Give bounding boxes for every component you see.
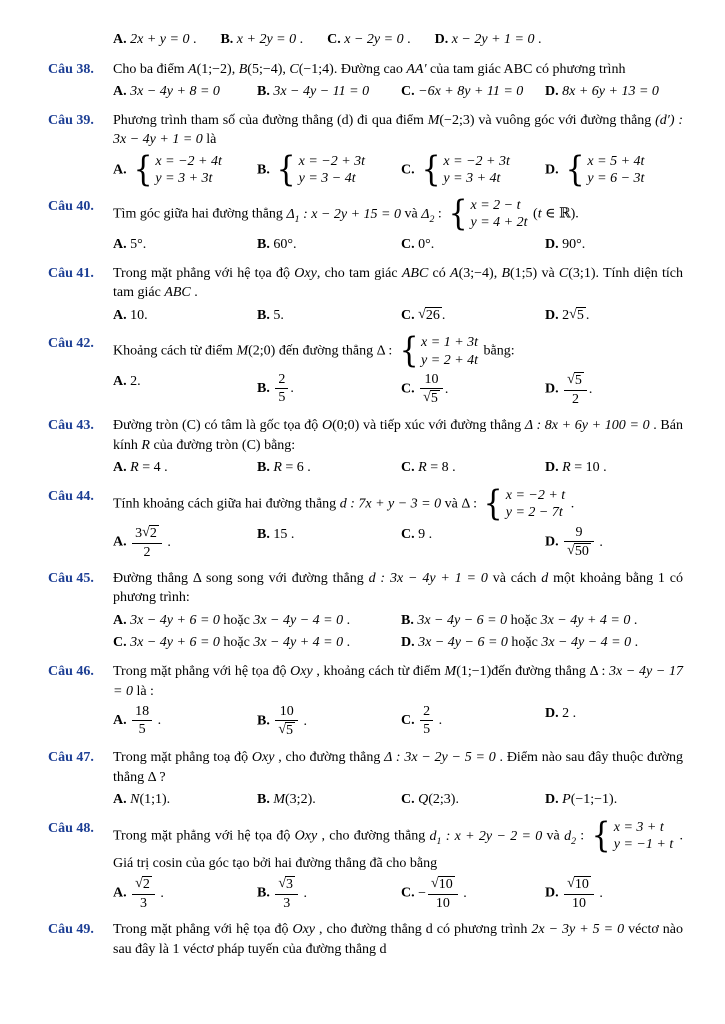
square-root: √5 (569, 306, 584, 323)
square-root: √10 (567, 876, 589, 893)
question-content (113, 483, 683, 560)
fraction: $\frac{18}{5}$ (132, 704, 152, 737)
question-item (48, 331, 683, 408)
question-content (113, 60, 683, 102)
answer-option (257, 306, 395, 326)
answer-option (113, 149, 251, 190)
options-row (113, 82, 683, 102)
option-letter: C. (327, 32, 341, 47)
option-letter: C. (113, 635, 127, 651)
fraction: $\frac{3√2}{2}$ (132, 525, 162, 560)
question-item (48, 416, 683, 478)
option-letter: D. (545, 886, 559, 902)
question-number: Câu 43. (48, 418, 94, 434)
question-item (48, 60, 683, 102)
option-text: Q(2;3). (418, 792, 459, 808)
question-text: Cho ba điểm A(1;−2), B(5;−4), C(−1;4). Đường cao AA′ của tam giác ABC có phương trình (113, 61, 626, 77)
option-text: $\frac{10}{√5}$ . (273, 714, 307, 729)
answer-option (545, 790, 683, 810)
answer-option (401, 633, 683, 653)
option-letter: A. (113, 534, 127, 550)
option-letter: A. (113, 32, 127, 47)
question-content (113, 662, 683, 739)
option-text: $\frac{√5}{2}$ . (562, 382, 592, 397)
answer-option (545, 704, 683, 739)
option-letter: D. (401, 635, 415, 651)
equation-system: { x = −2 + 3t y = 3 + 4t (421, 149, 510, 190)
answer-option (113, 306, 251, 326)
option-letter: C. (401, 236, 415, 252)
answer-option (401, 149, 539, 190)
option-text: x − 2y = 0 . (344, 32, 411, 47)
option-text: 60°. (273, 236, 297, 252)
option-letter: B. (257, 713, 270, 729)
option-text: x + 2y = 0 . (236, 32, 304, 47)
option-text: 15 . (273, 526, 295, 542)
option-letter: C. (401, 307, 415, 323)
equation-system: { x = −2 + t y = 2 − 7t (484, 483, 566, 524)
option-text: R = 8 . (418, 460, 456, 476)
question-text: Tìm góc giữa hai đường thẳng $\Delta_1$ : x − 2y + 15 = 0 và $\Delta_2$ : { x = 2 − t y = 4 + 2t (t ∈ ℝ). (113, 193, 579, 234)
option-letter: A. (113, 374, 127, 390)
answer-option (545, 458, 683, 478)
options-row (113, 611, 683, 631)
equation-system: { x = −2 + 4t y = 3 + 3t (133, 149, 222, 190)
question-list (48, 60, 683, 960)
option-letter: B. (257, 381, 270, 397)
option-text: 8x + 6y + 13 = 0 (562, 84, 659, 100)
option-letter: A. (113, 713, 127, 729)
answer-option (257, 876, 395, 911)
option-text: 3x − 4y − 11 = 0 (273, 84, 370, 100)
question-text: Đường thẳng Δ song song với đường thẳng d : 3x − 4y + 1 = 0 và cách d một khoảng bằng 1 có phương trình: (113, 570, 683, 606)
answer-option (257, 704, 395, 739)
option-letter: C. (401, 886, 415, 902)
options-row (113, 876, 683, 911)
answer-option (113, 458, 251, 478)
options-row (113, 306, 683, 326)
answer-option (257, 149, 395, 190)
question-text: Tính khoảng cách giữa hai đường thẳng d : 7x + y − 3 = 0 và Δ : { x = −2 + t y = 2 − 7t . (113, 483, 575, 524)
options-row-partial (113, 30, 683, 50)
answer-option (545, 82, 683, 102)
option-letter: B. (257, 460, 270, 476)
answer-option (401, 790, 539, 810)
option-text: 5°. (130, 236, 147, 252)
option-text: 2 . (562, 706, 577, 722)
question-item (48, 264, 683, 326)
question-text: Trong mặt phẳng với hệ tọa độ Oxy, cho tam giác ABC có A(3;−4), B(1;5) và C(3;1). Tính diện tích tam giác ABC . (113, 265, 684, 301)
question-content (113, 815, 684, 912)
option-text: $\frac{18}{5}$ . (130, 713, 161, 728)
option-text: −6x + 8y + 11 = 0 (418, 84, 524, 100)
option-text: $\frac{2}{5}$ . (418, 713, 442, 728)
option-letter: A. (113, 84, 127, 100)
option-letter: C. (401, 713, 415, 729)
answer-option (545, 372, 683, 407)
question-text: Phương trình tham số của đường thẳng (d) đi qua điểm M(−2;3) và vuông góc với đường thẳng (d′) : 3x − 4y + 1 = 0 là (113, 112, 683, 148)
option-text: − $\frac{√10}{10}$ . (418, 876, 467, 912)
fraction: $\frac{√2}{3}$ (132, 876, 155, 911)
square-root: √3 (278, 876, 294, 893)
answer-option (401, 525, 539, 560)
answer-option (113, 876, 251, 911)
question-content (113, 569, 683, 653)
square-root: √5 (278, 722, 294, 739)
answer-option (113, 525, 251, 560)
fraction: $\frac{√10}{10}$ (428, 876, 458, 911)
answer-option (401, 458, 539, 478)
answer-option (257, 458, 395, 478)
option-text: $\frac{√2}{3}$ . (130, 886, 164, 901)
option-letter: A. (113, 792, 127, 808)
fraction: $\frac{10}{√5}$ (275, 704, 298, 739)
square-root: √50 (567, 543, 589, 560)
options-row (113, 372, 683, 407)
option-text: $\frac{√10}{10}$ . (562, 886, 603, 901)
option-text: 2x + y = 0 . (130, 32, 197, 47)
fraction: $\frac{√5}{2}$ (564, 372, 587, 407)
fraction: $\frac{√10}{10}$ (564, 876, 594, 911)
option-letter: C. (401, 526, 415, 542)
question-item (48, 111, 683, 188)
option-letter: D. (545, 534, 559, 550)
option-text: 0°. (418, 236, 435, 252)
option-letter: B. (257, 307, 270, 323)
answer-option (220, 30, 303, 50)
option-text (130, 149, 224, 190)
square-root: √2 (135, 876, 150, 893)
question-text: Đường tròn (C) có tâm là gốc tọa độ O(0;0) và tiếp xúc với đường thẳng Δ : 8x + 6y + 100 = 0 . Bán kính R của đường tròn (C) bằng: (113, 418, 683, 453)
answer-option (257, 790, 395, 810)
option-text: $\frac{10}{√5}$ . (418, 382, 448, 397)
option-text: $\frac{9}{√50}$ . (562, 535, 603, 550)
answer-option (257, 235, 395, 255)
option-text: 2. (130, 374, 141, 390)
option-letter: C. (401, 460, 415, 476)
answer-option (401, 235, 539, 255)
option-text: R = 10 . (562, 460, 607, 476)
option-text: 3x − 4y − 6 = 0 hoặc 3x − 4y − 4 = 0 . (418, 635, 639, 651)
option-text: 2√5 . (562, 306, 590, 323)
question-text: Trong mặt phẳng với hệ tọa độ Oxy , cho đường thẳng $d_1$ : x + 2y − 2 = 0 và $d_2$ : { x = 3 + t y = −1 + t . Giá trị cosin của góc tạo bởi hai đường thẳng đã cho bằng (113, 815, 684, 871)
option-text: 3x − 4y + 6 = 0 hoặc 3x − 4y − 4 = 0 . (130, 612, 351, 628)
option-letter: D. (545, 792, 559, 808)
option-letter: B. (220, 32, 234, 47)
option-letter: D. (434, 32, 449, 47)
option-letter: D. (545, 706, 559, 722)
answer-option (113, 790, 251, 810)
answer-option (113, 633, 395, 653)
option-letter: B. (257, 886, 270, 902)
square-root: √5 (423, 390, 438, 407)
options-row (113, 633, 683, 653)
question-number: Câu 49. (48, 922, 94, 938)
question-item (48, 193, 683, 255)
answer-option (257, 525, 395, 560)
option-text: M(3;2). (273, 792, 316, 808)
option-text: $\frac{√3}{3}$ . (273, 886, 307, 901)
option-text (562, 149, 646, 190)
option-text: 5. (273, 307, 284, 323)
question-number: Câu 45. (48, 570, 94, 586)
fraction: $\frac{10}{√5}$ (420, 372, 443, 407)
options-row (113, 790, 683, 810)
question-number: Câu 39. (48, 112, 94, 128)
square-root: √10 (431, 876, 453, 893)
option-text: 9 . (418, 526, 433, 542)
option-text: R = 4 . (130, 460, 168, 476)
option-letter: B. (401, 612, 414, 628)
option-text (273, 149, 367, 190)
options-row (113, 458, 683, 478)
question-item (48, 662, 683, 739)
answer-option (257, 372, 395, 407)
question-number: Câu 38. (48, 61, 94, 77)
answer-option (545, 149, 683, 190)
question-number: Câu 44. (48, 488, 94, 504)
equation-system: { x = 3 + t y = −1 + t (592, 815, 674, 856)
answer-option (327, 30, 410, 50)
answer-option (113, 30, 196, 50)
answer-option (435, 30, 542, 50)
option-letter: B. (257, 84, 270, 100)
question-item (48, 920, 683, 959)
option-letter: A. (113, 886, 127, 902)
option-letter: D. (545, 381, 559, 397)
option-letter: B. (257, 162, 270, 178)
question-item (48, 569, 683, 653)
option-text: 90°. (562, 236, 586, 252)
fraction: $\frac{2}{5}$ (275, 372, 288, 405)
option-text: N(1;1). (130, 792, 171, 808)
question-number: Câu 47. (48, 750, 94, 766)
question-number: Câu 41. (48, 265, 94, 281)
question-number: Câu 42. (48, 336, 94, 352)
option-text: 3x − 4y + 8 = 0 (130, 84, 220, 100)
equation-system: { x = 1 + 3t y = 2 + 4t (399, 331, 479, 372)
answer-option (113, 704, 251, 739)
option-letter: D. (545, 236, 559, 252)
option-text: 3x − 4y + 6 = 0 hoặc 3x − 4y + 4 = 0 . (130, 635, 351, 651)
option-letter: B. (257, 236, 270, 252)
option-letter: B. (257, 526, 270, 542)
question-content (113, 111, 683, 188)
option-letter: C. (401, 792, 415, 808)
question-text: Trong mặt phẳng với hệ tọa độ Oxy , khoảng cách từ điểm M(1;−1)đến đường thẳng Δ : 3x − 4y − 17 = 0 là : (113, 664, 683, 699)
equation-system: { x = 2 − t y = 4 + 2t (448, 193, 528, 234)
answer-option (401, 704, 539, 739)
option-letter: D. (545, 84, 559, 100)
answer-option (545, 306, 683, 326)
question-content (113, 920, 683, 959)
question-content (113, 416, 683, 478)
option-letter: A. (113, 612, 127, 628)
question-number: Câu 40. (48, 198, 94, 214)
answer-option (113, 372, 251, 407)
options-row (113, 235, 683, 255)
question-content (113, 264, 683, 326)
option-text: 3x − 4y − 6 = 0 hoặc 3x − 4y + 4 = 0 . (417, 612, 638, 628)
answer-option (401, 876, 539, 911)
equation-system: { x = −2 + 3t y = 3 − 4t (277, 149, 366, 190)
answer-option (545, 235, 683, 255)
question-content (113, 331, 683, 408)
option-letter: C. (401, 84, 415, 100)
fraction: $\frac{9}{√50}$ (564, 525, 594, 560)
option-letter: D. (545, 162, 559, 178)
equation-system: { x = 5 + 4t y = 6 − 3t (565, 149, 645, 190)
question-content (113, 748, 683, 810)
option-text: 10. (130, 307, 148, 323)
question-number: Câu 46. (48, 664, 94, 680)
option-letter: A. (113, 460, 127, 476)
option-letter: A. (113, 236, 127, 252)
option-letter: D. (545, 307, 559, 323)
square-root: √2 (142, 524, 157, 541)
options-row (113, 525, 683, 560)
fraction: $\frac{2}{5}$ (420, 704, 433, 737)
answer-option (257, 82, 395, 102)
option-text: R = 6 . (273, 460, 311, 476)
question-content (113, 193, 683, 255)
answer-option (401, 306, 539, 326)
answer-option (401, 82, 539, 102)
square-root: √5 (567, 372, 582, 389)
answer-option (113, 235, 251, 255)
option-text: P(−1;−1). (562, 792, 618, 808)
option-text: $\frac{2}{5}$ . (273, 381, 294, 396)
options-row (113, 149, 683, 190)
answer-option (545, 525, 683, 560)
question-text: Trong mặt phẳng với hệ tọa độ Oxy , cho đường thẳng d có phương trình 2x − 3y + 5 = 0 véctơ nào sau đây là 1 véctơ pháp tuyến của đường thẳng d (113, 922, 683, 957)
options-row (113, 704, 683, 739)
question-item (48, 748, 683, 810)
square-root: √26 (418, 306, 440, 323)
option-letter: C. (401, 162, 415, 178)
question-number: Câu 48. (48, 820, 94, 836)
question-text: Trong mặt phẳng toạ độ Oxy , cho đường thẳng Δ : 3x − 2y − 5 = 0 . Điểm nào sau đây thuộc đường thẳng Δ ? (113, 750, 683, 785)
answer-option (401, 611, 683, 631)
answer-option (545, 876, 683, 911)
option-letter: B. (257, 792, 270, 808)
question-item (48, 483, 683, 560)
option-text: $\frac{3√2}{2}$ . (130, 535, 171, 550)
option-letter: A. (113, 307, 127, 323)
option-letter: C. (401, 381, 415, 397)
answer-option (113, 82, 251, 102)
question-item (48, 815, 684, 912)
fraction: $\frac{√3}{3}$ (275, 876, 298, 911)
option-text: √26 . (418, 306, 446, 323)
document-page (48, 30, 683, 959)
option-letter: A. (113, 162, 127, 178)
answer-option (113, 611, 395, 631)
answer-option (401, 372, 539, 407)
option-text (418, 149, 512, 190)
option-text: x − 2y + 1 = 0 . (451, 32, 542, 47)
question-text: Khoảng cách từ điểm M(2;0) đến đường thẳng Δ : { x = 1 + 3t y = 2 + 4t bằng: (113, 331, 515, 372)
option-letter: D. (545, 460, 559, 476)
